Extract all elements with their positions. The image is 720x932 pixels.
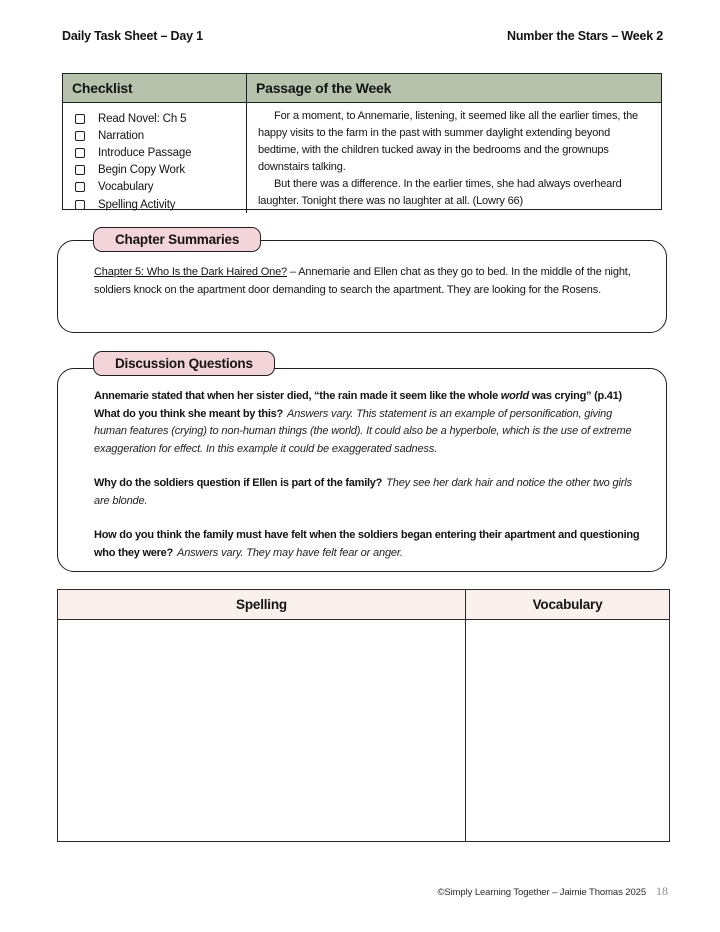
checklist-item — [72, 127, 240, 144]
discussion-questions-badge: Discussion Questions — [93, 351, 275, 376]
checklist-header: Checklist — [63, 74, 247, 102]
copyright-credit: ©Simply Learning Together – Jaimie Thomas 2025 — [437, 887, 646, 898]
passage-cell — [247, 103, 661, 213]
work-table-body-row — [58, 620, 669, 841]
checkbox-icon[interactable] — [75, 114, 85, 124]
chapter-summary-heading: Chapter 5: Who Is the Dark Haired One? — [94, 266, 288, 278]
page-header — [62, 29, 663, 43]
chapter-summaries-badge: Chapter Summaries — [93, 227, 261, 252]
page-number: 18 — [656, 884, 668, 898]
spelling-cell — [58, 620, 466, 841]
passage-paragraph: But there was a difference. In the earlier times, she had always overheard laughter. Tonight there was no laughter at all. (Lowry 66) — [258, 178, 622, 207]
answer-text: Answers vary. This statement is an example of personification, giving human features (crying) to non-human things (the world). It could also be a hyperbole, which is the use of extreme exaggeration for effect. In this example it could be exaggerated sadness. — [94, 407, 632, 455]
checklist-item — [72, 144, 240, 161]
checkbox-icon[interactable] — [75, 148, 85, 158]
question-part: Why do the soldiers question if Ellen is part of the family? — [94, 477, 383, 489]
answer-text: Answers vary. They may have felt fear or anger. — [177, 546, 403, 559]
checklist-item-label: Vocabulary — [98, 181, 154, 194]
header-right-title: Number the Stars – Week 2 — [507, 29, 663, 43]
checkbox-icon[interactable] — [75, 200, 85, 210]
discussion-questions-text — [58, 369, 666, 562]
work-table-header-row — [58, 590, 669, 620]
question-part: was crying” (p.41) What do you think she meant by this? — [94, 390, 622, 420]
checklist-item-label: Narration — [98, 129, 144, 142]
question-emphasis: world — [500, 390, 529, 402]
vocabulary-cell — [466, 620, 669, 841]
discussion-question — [94, 475, 640, 510]
checklist-item — [72, 179, 240, 196]
question-part: How do you think the family must have felt when the soldiers began entering their apartment and questioning who they were? — [94, 529, 640, 559]
table-body-row — [63, 103, 661, 213]
page-footer — [437, 884, 668, 899]
answer-text: They see her dark hair and notice the other two girls are blonde. — [94, 477, 632, 507]
question-text — [94, 477, 382, 489]
checkbox-icon[interactable] — [75, 165, 85, 175]
checklist-item — [72, 162, 240, 179]
spelling-header: Spelling — [58, 590, 466, 619]
checklist-item — [72, 110, 240, 127]
vocabulary-header: Vocabulary — [532, 597, 603, 612]
chapter-summaries-panel — [57, 240, 667, 333]
discussion-questions-panel — [57, 368, 667, 572]
header-left-title: Daily Task Sheet – Day 1 — [62, 29, 203, 43]
chapter-summary-body: – Annemarie and Ellen chat as they go to bed. In the middle of the night, soldiers knock on the apartment door demanding to search the apartment. They are looking for the Rosens. — [94, 266, 631, 296]
spelling-vocabulary-table — [57, 589, 670, 842]
checklist-item — [72, 196, 240, 213]
checklist-item-label: Spelling Activity — [98, 198, 176, 211]
checklist-passage-table — [62, 73, 662, 210]
passage-paragraph: For a moment, to Annemarie, listening, it seemed like all the earlier times, the happy visits to the farm in the past with summer daylight extending beyond bedtime, with the children tucked away in the bedrooms and the grownups downstairs talking. — [258, 110, 639, 173]
passage-header: Passage of the Week — [256, 80, 392, 96]
checklist-cell — [63, 103, 247, 213]
checkbox-icon[interactable] — [75, 182, 85, 192]
checklist-item-label: Read Novel: Ch 5 — [98, 112, 187, 125]
discussion-question — [94, 527, 640, 562]
checklist-item-label: Begin Copy Work — [98, 164, 186, 177]
checklist-item-label: Introduce Passage — [98, 146, 192, 159]
checkbox-icon[interactable] — [75, 131, 85, 141]
question-part: Annemarie stated that when her sister died, “the rain made it seem like the whole — [94, 390, 501, 402]
table-header-row — [63, 74, 661, 103]
discussion-question — [94, 388, 640, 458]
